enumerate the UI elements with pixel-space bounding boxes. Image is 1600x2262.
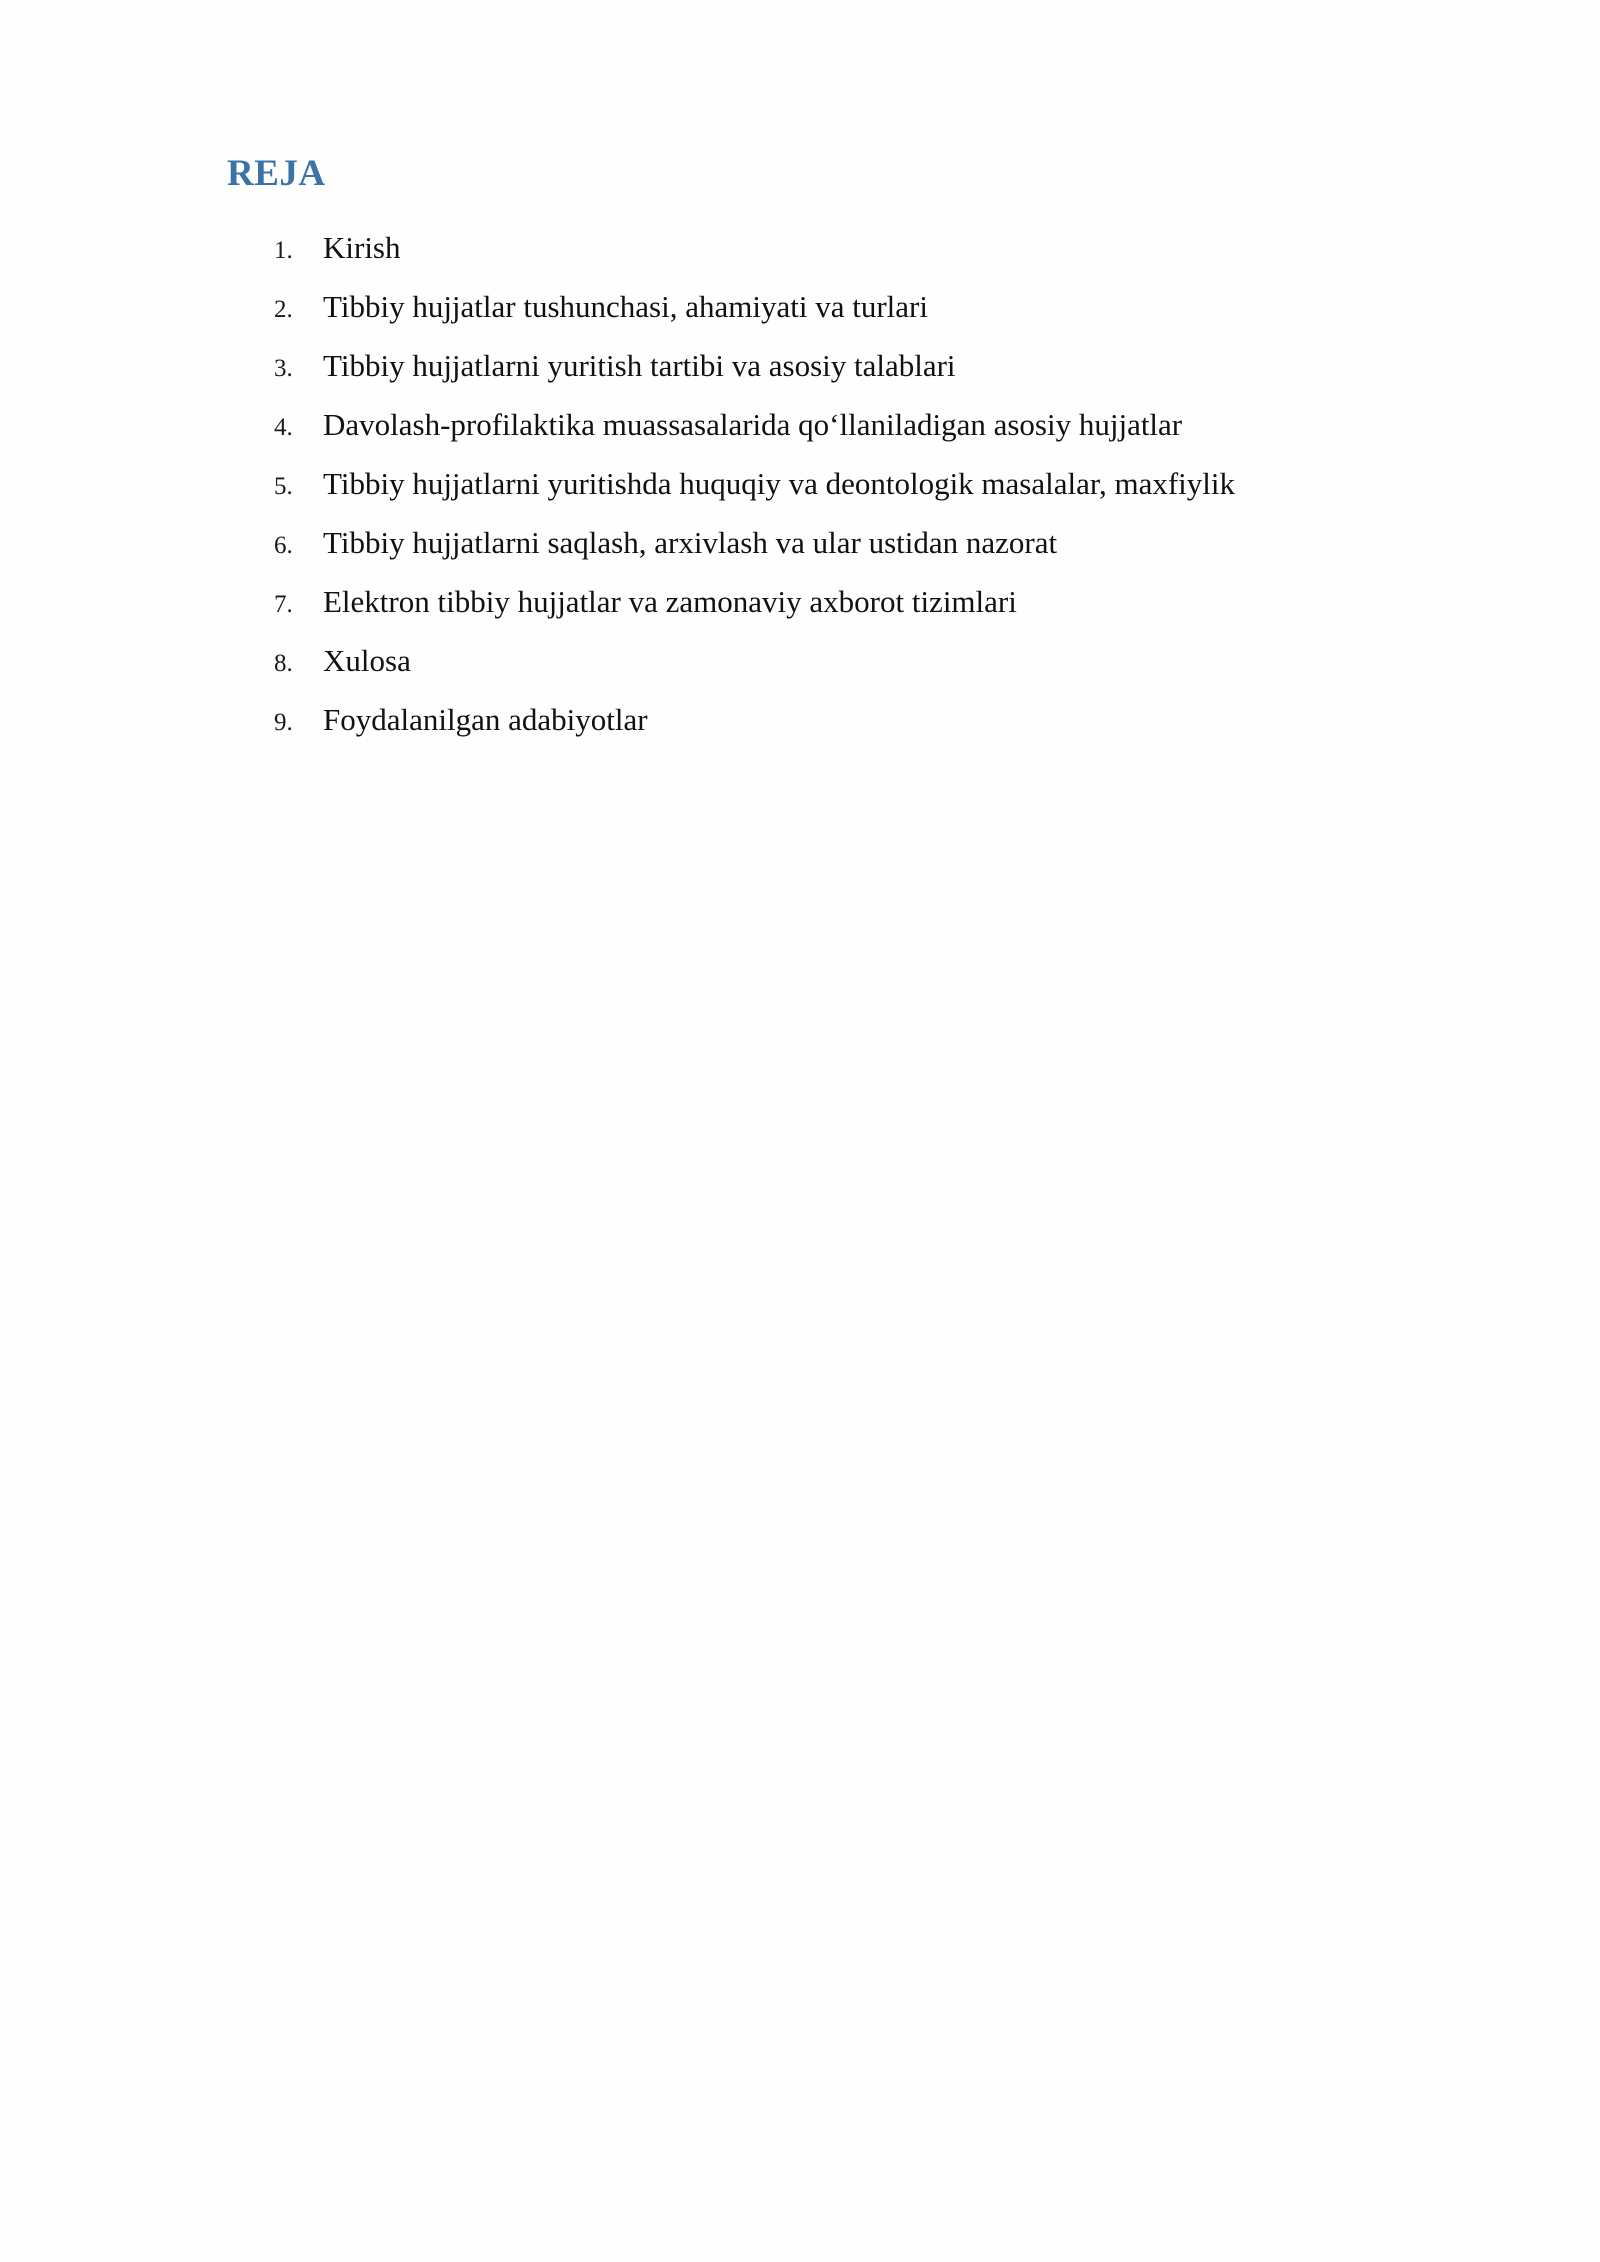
list-item [0, 694, 1400, 746]
list-item-text: Davolash-profilaktika muassasalarida qo‘llaniladigan asosiy hujjatlar [323, 407, 1183, 442]
list-item-number: 9. [274, 709, 293, 736]
list-item-text: Tibbiy hujjatlarni saqlash, arxivlash va ular ustidan nazorat [323, 525, 1058, 560]
list-item-number: 3. [274, 355, 293, 382]
list-item-text: Elektron tibbiy hujjatlar va zamonaviy axborot tizimlari [323, 584, 1017, 619]
list-item [0, 340, 1400, 392]
list-item-text: Xulosa [323, 643, 411, 678]
list-item-number: 1. [274, 237, 293, 264]
list-item-number: 8. [274, 650, 293, 677]
page-title: REJA [227, 153, 326, 194]
list-item [0, 576, 1400, 628]
list-item [0, 635, 1400, 687]
list-item-text: Foydalanilgan adabiyotlar [323, 702, 648, 737]
list-item [0, 458, 1400, 510]
list-item-text: Tibbiy hujjatlarni yuritishda huquqiy va deontologik masalalar, maxfiylik [323, 466, 1235, 501]
list-item-number: 4. [274, 414, 293, 441]
list-item [0, 399, 1400, 451]
list-item-number: 2. [274, 296, 293, 323]
list-item-text: Tibbiy hujjatlar tushunchasi, ahamiyati va turlari [323, 289, 928, 324]
list-item [0, 222, 1400, 274]
list-item-text: Kirish [323, 230, 401, 265]
list-item [0, 517, 1400, 569]
list-item-number: 6. [274, 532, 293, 559]
list-item-number: 7. [274, 591, 293, 618]
list-item [0, 281, 1400, 333]
list-item-number: 5. [274, 473, 293, 500]
list-item-text: Tibbiy hujjatlarni yuritish tartibi va asosiy talablari [323, 348, 956, 383]
